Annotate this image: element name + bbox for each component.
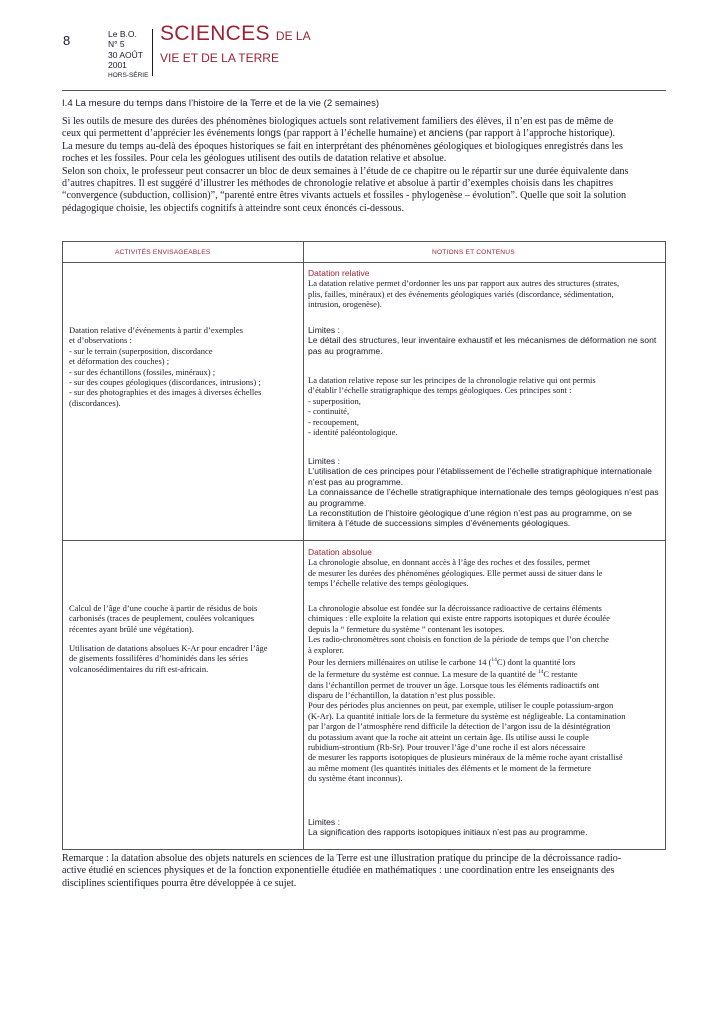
notion-line: depuis la “ fermeture du système ” contenant les isotopes. [308,623,505,634]
bo-issue-block [108,29,148,81]
notion-line-c14b [308,667,660,679]
remark-line: Remarque : la datation absolue des objets naturels en sciences de la Terre est une illustration pratique du principe de la décroissance radio- [62,853,622,864]
principle-item: - superposition, [308,395,361,406]
notion-line: rubidium-strontium (Rb-Sr). Pour trouver l’âge d’une roche il est alors nécessaire [308,741,586,752]
column-header-activities: ACTIVITÉS ENVISAGEABLES [115,249,211,256]
limits-label: Limites : [308,817,340,827]
notion-line-c14 [308,655,660,667]
limits-line: L’utilisation de ces principes pour l’établissement de l’échelle stratigraphique internationale [308,466,652,477]
journal-subtitle [160,51,279,65]
header-row-rule [63,262,665,263]
remark-paragraph [62,853,674,890]
activity-line: Calcul de l’âge d’une couche à partir de résidus de bois [69,603,258,613]
header-rule [62,90,666,91]
title-sub-rest: ET DE LA TERRE [182,51,279,65]
notion-text: de la fermeture du système est connue. La mesure de la quantité de [308,669,538,680]
activity-line: volcanosédimentaires du rift est-africain. [69,663,209,674]
intro-line: roches et les fossiles. Pour cela les géologues utilisent des outils de datation relative et absolue. [62,153,447,165]
notion-line: dans l’échantillon permet de trouver un âge. Lorsque tous les éléments radioactifs ont [308,679,600,690]
bo-line: HORS-SÉRIE [108,71,149,79]
header-divider [152,29,153,76]
journal-title [160,22,311,46]
notion-line: chimiques : elle exploite la relation qui existe entre rapports isotopiques et durée écoulée [308,613,610,624]
activity-line: et déformation des couches) ; [69,356,170,367]
intro-line: Si les outils de mesure des durées des phénomènes biologiques actuels sont relativement familiers des élèves, il n’en est pas de même de [62,116,614,127]
notion-line: La datation relative repose sur les principes de la chronologie relative qui ont permis [308,375,596,385]
remark-line: disciplines scientifiques pourra être développée à ce sujet. [62,877,297,889]
notion-line: La datation relative permet d’ordonner les uns par rapport aux autres des structures (strates, [308,278,620,289]
intro-line: La mesure du temps au-delà des époques historiques se fait en interprétant des phénomènes géologiques et biologiques enregistrés dans les [62,140,623,152]
limits-label: Limites : [308,456,340,466]
limits-line: au programme. [308,497,367,508]
activity-line: carbonisés (traces de peuplement, coulées volcaniques [69,613,255,624]
limits-line: pas au programme. [308,345,383,356]
activity-line: - sur des photographies et des images à diverses échelles [69,387,262,398]
activity-line: Utilisation de datations absolues K-Ar pour encadrer l’âge [69,643,268,653]
notion-text: C restante [543,669,578,680]
notion-absolute-intro [308,547,660,589]
intro-line [62,128,672,140]
activities-absolute-c14 [69,603,293,634]
intro-text: (par rapport à l’approche historique). [463,128,616,140]
notion-line: à explorer. [308,644,344,655]
notion-text: Pour les derniers millénaires on utilise le carbone 14 ( [308,656,492,667]
notion-relative-limits1 [308,325,660,356]
notion-line: La chronologie absolue est fondée sur la décroissance radioactive de certains éléments [308,603,602,613]
activity-line: Datation relative d’événements à partir d’exemples [69,325,243,335]
principle-item: - recoupement, [308,416,359,427]
heading-datation-absolue: Datation absolue [308,547,372,557]
row-rule [63,540,665,541]
intro-line: Selon son choix, le professeur peut consacrer un bloc de deux semaines à l’étude de ce chapitre ou le répartir sur une durée équivalente dans [62,165,629,177]
activity-line: et d’observations : [69,335,132,346]
notion-line: intrusion, orogenèse). [308,299,382,310]
limits-line: n’est pas au programme. [308,476,404,487]
activity-line: - sur des échantillons (fossiles, minéraux) ; [69,366,216,377]
notion-line: de mesurer les durées des phénomènes géologiques. Elle permet aussi de situer dans le [308,567,603,578]
principle-item: - identité paléontologique. [308,427,398,438]
section-title: I.4 La mesure du temps dans l’histoire de la Terre et de la vie (2 semaines) [62,98,380,109]
intro-paragraph [62,116,672,215]
notion-line: plis, failles, minéraux) et des événements géologiques variés (discordance, sédimentation, [308,288,614,299]
intro-line: d’autres chapitres. Il est suggéré d’illustrer les méthodes de chronologie relative et absolue à partir d’exemples choisis dans les chapitres [62,178,614,190]
remark-line: active étudié en sciences physiques et de la fonction exponentielle étudiée en mathématiques : une coordination entre les enseignants des [62,865,615,877]
activity-line: (discordances). [69,397,121,408]
notion-text: C) dont la quantité lors [496,656,576,667]
bo-line: Le B.O. [108,29,137,39]
bo-line: 30 AOÛT [108,49,143,60]
notion-line: d’établir l’échelle stratigraphique des temps géologiques. Ces principes sont : [308,385,572,396]
limits-line: La signification des rapports isotopiques initiaux n’est pas au programme. [308,827,588,838]
notion-line: au même moment (les quantités initiales des éléments et le moment de la fermeture [308,762,592,773]
intro-text: ceux qui permettent d’apprécier les événements [62,128,258,140]
superscript: 14 [491,657,497,664]
intro-text: (par rapport à l’échelle humaine) et [280,128,429,140]
superscript: 14 [537,669,544,676]
curriculum-table [62,241,666,850]
intro-line: pédagogique choisie, les objectifs cognitifs à atteindre sont ceux énoncés ci-dessous. [62,202,404,214]
column-divider [303,242,304,849]
notion-relative-limits2 [308,456,660,529]
column-header-notions: NOTIONS ET CONTENUS [432,249,515,256]
notion-line: Les radio-chronomètres sont choisis en fonction de la période de temps que l’on cherche [308,634,609,645]
bo-line: N° 5 [108,39,125,50]
notion-absolute-limits [308,817,660,838]
limits-line: La connaissance de l’échelle stratigraphique internationale des temps géologiques n’est pas [308,487,659,498]
activity-line: - sur le terrain (superposition, discordance [69,345,213,356]
notion-line: Pour des périodes plus anciennes on peut, par exemple, utiliser le couple potassium-argon [308,700,614,711]
title-big: SCIENCES [160,22,270,45]
notion-relative-principles [308,375,660,437]
keyword-anciens: anciens [428,128,464,140]
activity-line: de gisements fossilifères d’hominidés dans les séries [69,653,248,664]
notion-line: disparu de l’échantillon, la datation n’est plus possible. [308,689,496,700]
notion-absolute-body [308,603,660,784]
notion-line: du potassium avant que la roche ait atteint un certain âge. Ils utilise aussi le couple [308,731,589,742]
notion-line: de mesurer les rapports isotopiques de plusieurs minéraux de la même roche ayant cristallisé [308,752,623,763]
notion-line: du système étant inconnus). [308,773,403,784]
notion-line: par l’argon de l’atmosphère rend difficile la détection de l’argon issu de la désintégration [308,721,611,732]
bo-line: 2001 [108,60,127,71]
limits-line: limitera à l’étude de successions simples d’événements géologiques. [308,518,571,529]
notion-line: (K-Ar). La quantité initiale lors de la fermeture du système est négligeable. La contamination [308,710,626,721]
title-small: DE LA [275,29,311,43]
heading-datation-relative: Datation relative [308,268,370,278]
principle-item: - continuité, [308,406,350,417]
activity-line: - sur des coupes géologiques (discordances, intrusions) ; [69,377,261,388]
activity-line: récentes ayant brûlé une végétation). [69,623,194,634]
activities-relative [69,325,293,408]
limits-label: Limites : [308,325,340,335]
keyword-longs: longs [257,128,281,140]
limits-line: La reconstitution de l’histoire géologique d’une région n’est pas au programme, on se [308,508,632,519]
title-sub-big: VIE [160,51,180,65]
notion-relative-intro [308,268,660,310]
notion-line: temps l’échelle relative des temps géologiques. [308,578,469,589]
intro-line: “convergence (subduction, collision)”, “parenté entre êtres vivants actuels et fossiles - phylogenèse – évolution”. Quelle que soit la solution [62,190,627,202]
notion-line: La chronologie absolue, en donnant accès à l’âge des roches et des fossiles, permet [308,557,591,568]
limits-line: Le détail des structures, leur inventaire exhaustif et les mécanismes de déformation ne sont [308,335,657,346]
activities-absolute-kar [69,643,293,674]
page-number: 8 [63,33,71,48]
